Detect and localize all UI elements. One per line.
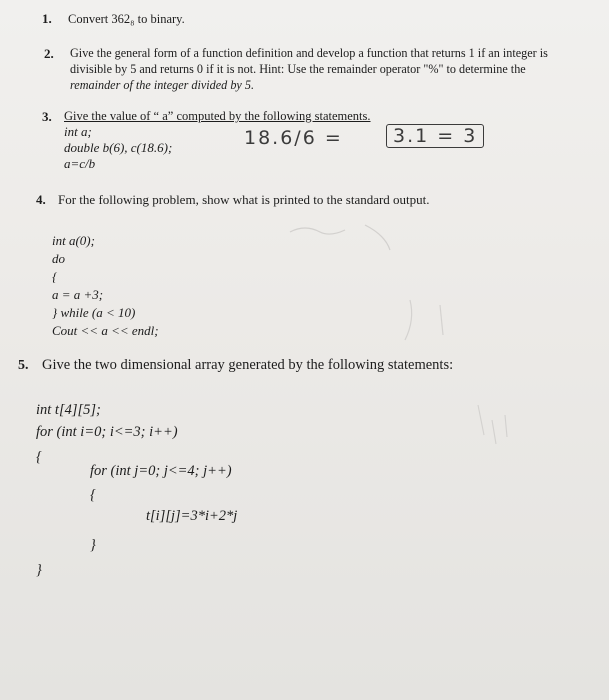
q1-number: 1.	[42, 11, 52, 26]
q4-code-line: do	[52, 251, 65, 266]
q1-text: Convert 362₈ to binary.	[68, 12, 185, 26]
q5-code-line: {	[90, 487, 96, 503]
q4-code-line: Cout << a << endl;	[52, 323, 159, 338]
q4-number: 4.	[36, 192, 46, 207]
q4-code-line: {	[52, 269, 58, 284]
q5-code-line: for (int i=0; i<=3; i++)	[36, 424, 178, 440]
q3-prompt: Give the value of “ a” computed by the following statements.	[64, 109, 371, 123]
q5-number: 5.	[18, 358, 29, 373]
q5-code-line: t[i][j]=3*i+2*j	[146, 508, 238, 524]
q3-code-line: a=c/b	[64, 156, 96, 171]
q2-line2: divisible by 5 and returns 0 if it is not. Hint: Use the remainder operator "%" to determine the	[70, 62, 526, 76]
q5-code-line: }	[36, 562, 42, 578]
q4-code-line: int a(0);	[52, 233, 95, 248]
q2-number: 2.	[44, 46, 54, 61]
q3-code-line: double b(6), c(18.6);	[64, 140, 173, 155]
q3-handwritten-calc: 18.6/6 =	[244, 127, 343, 149]
q3-code-line: int a;	[64, 124, 92, 139]
q5-code-line: for (int j=0; j<=4; j++)	[90, 463, 232, 479]
q5-code-line: }	[90, 537, 96, 553]
q4-prompt: For the following problem, show what is printed to the standard output.	[58, 192, 430, 207]
q5-code-line: {	[36, 449, 42, 465]
q5-code-line: int t[4][5];	[36, 402, 101, 418]
q4-code-line: } while (a < 10)	[52, 305, 136, 320]
q2-line1: Give the general form of a function definition and develop a function that returns 1 if an integer is	[70, 46, 548, 60]
q3-number: 3.	[42, 109, 52, 124]
q2-line3: remainder of the integer divided by 5.	[70, 78, 255, 92]
q3-handwritten-answer: 3.1 = 3	[386, 124, 484, 148]
q4-code-line: a = a +3;	[52, 287, 104, 302]
q5-prompt: Give the two dimensional array generated by the following statements:	[42, 357, 454, 373]
